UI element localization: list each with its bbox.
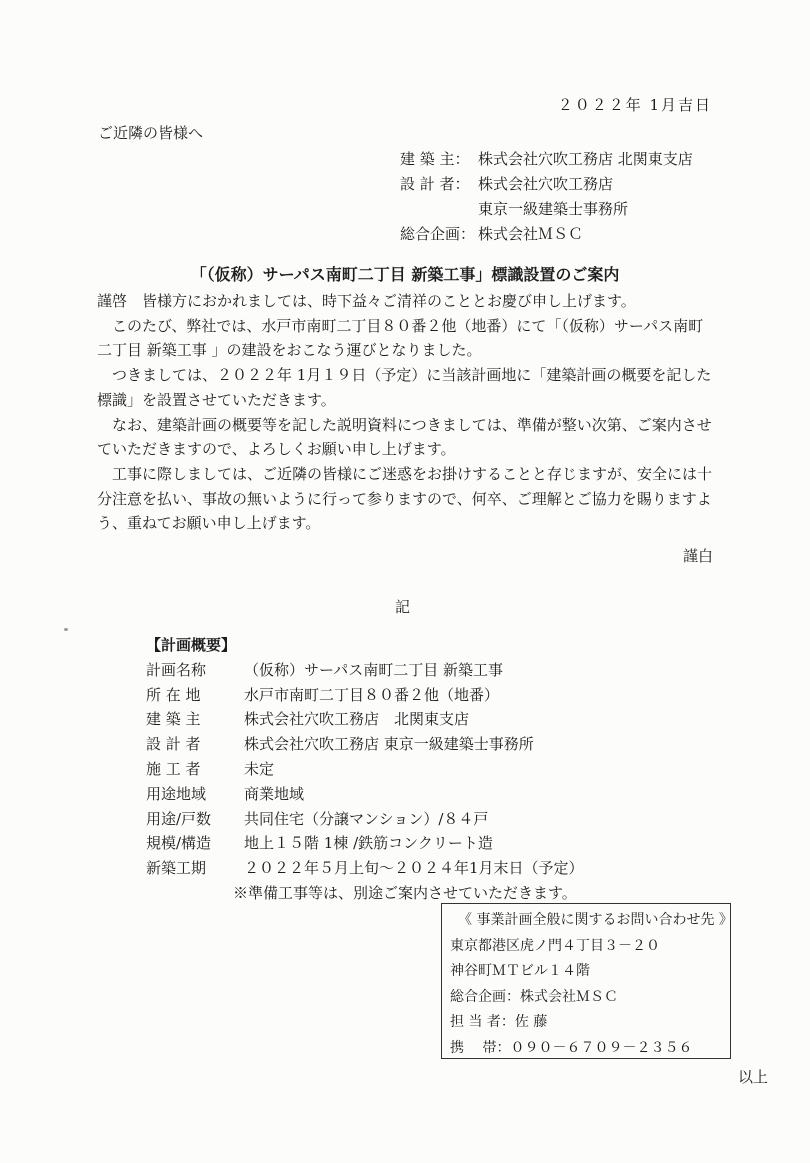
plan-row bbox=[146, 831, 584, 856]
plan-label: 設 計 者 bbox=[146, 735, 201, 754]
end-marker: 以上 bbox=[738, 1068, 769, 1086]
sender-label bbox=[400, 197, 478, 222]
document-date: ２０２２年 1月吉日 bbox=[557, 96, 712, 114]
contact-line: 東京都港区虎ノ門４丁目３－２０ bbox=[450, 937, 660, 954]
plan-label: 新築工期 bbox=[146, 859, 207, 878]
body-paragraph: このたび、弊社では、水戸市南町二丁目８０番２他（地番）にて「（仮称）サーパス南町二丁目 新築工事 」の建設をおこなう運びとなりました。 bbox=[97, 316, 704, 360]
plan-label: 用途/戸数 bbox=[146, 809, 212, 828]
body-paragraph: つきましては、２０２２年 1月１９日（予定）に当該計画地に「建築計画の概要を記した標識」を設置させていただきます。 bbox=[97, 366, 712, 409]
contact-line: 総合企画：株式会社ＭＳＣ bbox=[450, 988, 618, 1005]
plan-label: 規模/構造 bbox=[146, 834, 212, 853]
letter-body bbox=[97, 289, 717, 536]
plan-row bbox=[146, 807, 584, 832]
plan-value: 株式会社穴吹工務店 東京一級建築士事務所 bbox=[244, 735, 534, 754]
plan-row bbox=[146, 658, 584, 683]
plan-label: 施 工 者 bbox=[146, 759, 201, 778]
scan-speck bbox=[64, 628, 68, 631]
plan-value: 共同住宅（分譲マンション）/８４戸 bbox=[244, 809, 489, 828]
plan-value: （仮称）サーパス南町二丁目 新築工事 bbox=[244, 660, 504, 679]
plan-row bbox=[146, 856, 584, 881]
sender-label: 設 計 者： bbox=[400, 175, 470, 193]
closing-word: 謹白 bbox=[682, 547, 713, 565]
plan-label: 用途地域 bbox=[146, 784, 207, 803]
sender-value: 株式会社ＭＳＣ bbox=[478, 225, 584, 243]
sender-row-builder bbox=[400, 147, 693, 172]
greeting: ご近隣の皆様へ bbox=[98, 124, 204, 142]
contact-heading: 《 事業計画全般に関するお問い合わせ先 》 bbox=[458, 912, 733, 928]
plan-note: ※準備工事等は、別途ご案内させていただきます。 bbox=[233, 883, 577, 902]
body-paragraph: 謹啓 皆様方におかれましては、時下益々ご清祥のこととお慶び申し上げます。 bbox=[97, 292, 636, 310]
sender-block bbox=[400, 147, 693, 247]
body-paragraph: なお、建築計画の概要等を記した説明資料につきましては、準備が整い次第、ご案内させていただきますので、よろしくお願い申し上げます。 bbox=[97, 415, 712, 459]
body-paragraph: 工事に際しましては、ご近隣の皆様にご迷惑をお掛けすることと存じますが、安全には十分注意を払い、事故の無いように行って参りますので、何卒、ご理解とご協力を賜りますよう、重ねてお願い申し上げます。 bbox=[97, 464, 713, 533]
sender-row-designer-office bbox=[400, 197, 693, 222]
plan-value: 未定 bbox=[244, 759, 275, 778]
plan-row bbox=[146, 707, 584, 732]
sender-row-planner bbox=[400, 222, 693, 247]
sender-value: 株式会社穴吹工務店 北関東支店 bbox=[478, 150, 693, 168]
plan-value: 地上１５階 1棟 /鉄筋コンクリート造 bbox=[244, 834, 493, 853]
plan-value: 水戸市南町二丁目８０番２他（地番） bbox=[244, 685, 500, 704]
plan-value: 商業地域 bbox=[244, 784, 305, 803]
plan-overview bbox=[146, 633, 584, 906]
contact-box bbox=[441, 903, 731, 1059]
plan-value: ２０２２年５月上旬～２０２４年1月末日（予定） bbox=[244, 859, 584, 878]
plan-row bbox=[146, 782, 584, 807]
plan-row bbox=[146, 732, 584, 757]
plan-heading: 【計画概要】 bbox=[146, 636, 237, 654]
sender-label: 総合企画： bbox=[400, 225, 476, 243]
document-title: 「（仮称）サーパス南町二丁目 新築工事」標識設置のご案内 bbox=[190, 265, 620, 284]
contact-line: 神谷町ＭＴビル１４階 bbox=[450, 963, 590, 979]
plan-label: 計画名称 bbox=[146, 660, 207, 679]
plan-row bbox=[146, 757, 584, 782]
contact-phone: 携 帯：０９０－６７０９－２３５６ bbox=[450, 1039, 693, 1056]
ki-marker: 記 bbox=[395, 598, 411, 616]
plan-row bbox=[146, 683, 584, 708]
plan-label: 建 築 主 bbox=[146, 710, 201, 729]
sender-value: 東京一級建築士事務所 bbox=[478, 200, 629, 218]
sender-value: 株式会社穴吹工務店 bbox=[478, 175, 614, 193]
contact-line: 担 当 者：佐 藤 bbox=[450, 1014, 548, 1030]
sender-label: 建 築 主： bbox=[400, 150, 470, 168]
plan-label: 所 在 地 bbox=[146, 685, 201, 704]
plan-value: 株式会社穴吹工務店 北関東支店 bbox=[244, 710, 470, 729]
sender-row-designer bbox=[400, 172, 693, 197]
